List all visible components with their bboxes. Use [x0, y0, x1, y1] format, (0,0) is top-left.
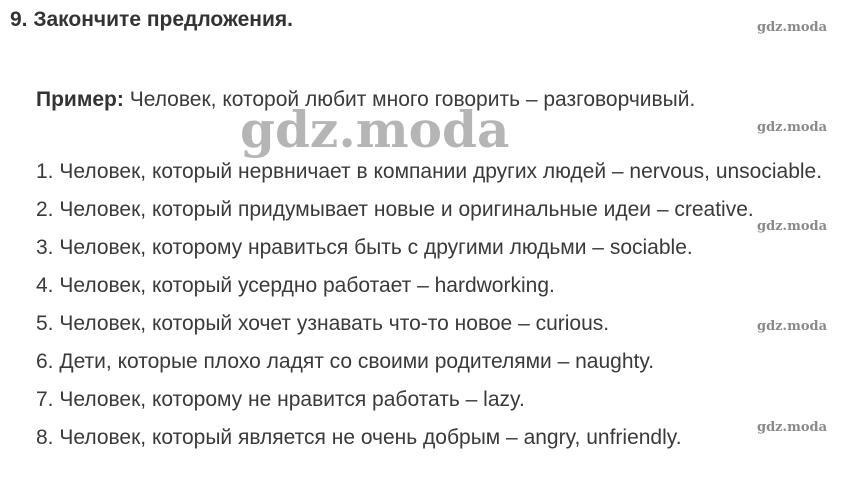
watermark-small-5: gdz.moda — [757, 420, 828, 435]
list-item-1: 1. Человек, который нервничает в компании других людей – nervous, unsociable. — [36, 160, 823, 183]
task-heading: 9. Закончите предложения. — [10, 8, 293, 31]
watermark-large: gdz.moda — [240, 100, 510, 159]
watermark-small-2: gdz.moda — [757, 120, 828, 135]
watermark-small-1: gdz.moda — [757, 20, 828, 35]
watermark-small-4: gdz.moda — [757, 319, 828, 334]
list-item-6: 6. Дети, которые плохо ладят со своими родителями – naughty. — [36, 350, 655, 373]
list-item-4: 4. Человек, который усердно работает – hardworking. — [36, 274, 555, 297]
list-item-2: 2. Человек, который придумывает новые и оригинальные идеи – creative. — [36, 198, 754, 221]
list-item-5: 5. Человек, который хочет узнавать что-то новое – curious. — [36, 312, 610, 335]
answers-list — [36, 160, 822, 464]
list-item-3: 3. Человек, которому нравиться быть с другими людьми – sociable. — [36, 236, 693, 259]
list-item-7: 7. Человек, которому не нравится работать – lazy. — [36, 388, 525, 411]
example-text: Человек, которой любит много говорить – разговорчивый. — [123, 88, 696, 111]
example-label: Пример: — [36, 88, 124, 111]
watermark-small-3: gdz.moda — [757, 219, 828, 234]
list-item-8: 8. Человек, который является не очень добрым – angry, unfriendly. — [36, 426, 682, 449]
